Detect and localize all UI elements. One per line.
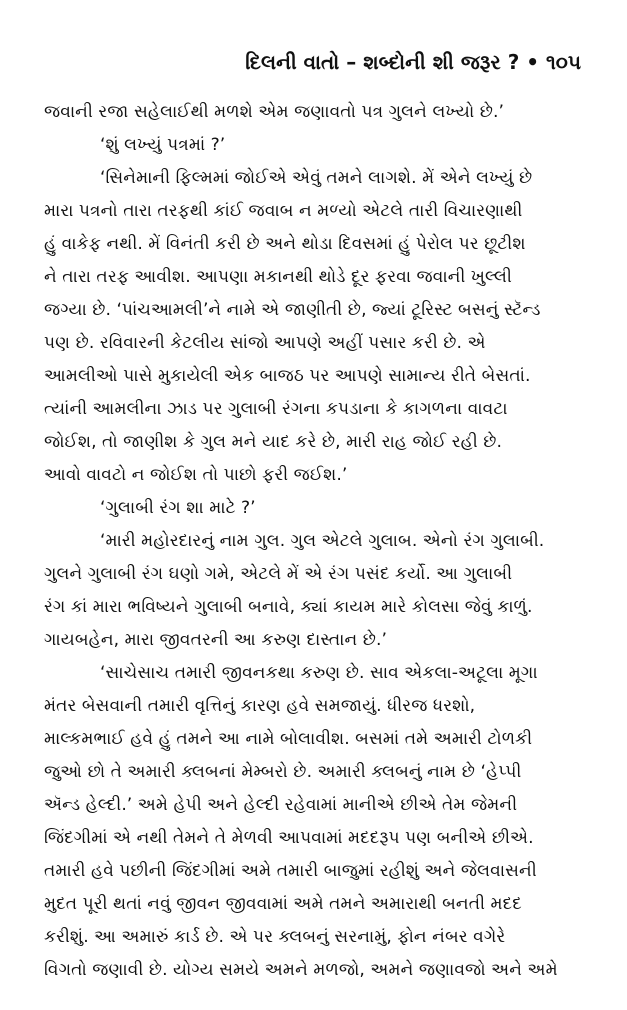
text-line: હું વાકેફ નથી. મેં વિનંતી કરી છે અને થોડા દિવસમાં હું પેરોલ પર છૂટીશ — [44, 234, 526, 254]
text-line: જોઈશ, તો જાણીશ કે ગુલ મને યાદ કરે છે, મારી રાહ જોઈ રહી છે. — [44, 432, 502, 452]
text-line: ‘સિનેમાની ફિલ્મમાં જોઈએ એવું તમને લાગશે. મેં એને લખ્યું છે — [100, 168, 533, 188]
text-line: ઍન્ડ હેલ્દી.’ અમે હેપી અને હેલ્દી રહેવામાં માનીએ છીએ તેમ જેમની — [44, 795, 518, 815]
text-line: ગુલને ગુલાબી રંગ ઘણો ગમે, એટલે મેં એ રંગ પસંદ કર્યો. આ ગુલાબી — [44, 564, 513, 584]
text-line: મારા પત્રનો તારા તરફથી કાંઈ જવાબ ન મળ્યો એટલે તારી વિચારણાથી — [44, 201, 523, 221]
text-line: ‘મારી મહોરદારનું નામ ગુલ. ગુલ એટલે ગુલાબ. એનો રંગ ગુલાબી. — [100, 531, 545, 551]
text-line: ‘શું લખ્યું પત્રમાં ?’ — [100, 135, 226, 155]
text-line: રંગ કાં મારા ભવિષ્યને ગુલાબી બનાવે, ક્યાં કાયમ મારે કોલસા જેવું કાળું. — [44, 597, 533, 617]
text-line: આવો વાવટો ન જોઈશ તો પાછો ફરી જઈશ.’ — [44, 465, 348, 485]
text-line: જવાની રજા સહેલાઈથી મળશે એમ જણાવતો પત્ર ગુલને લખ્યો છે.’ — [44, 102, 504, 122]
text-line: જુઓ છો તે અમારી ક્લબનાં મેમ્બરો છે. અમારી ક્લબનું નામ છે ‘હેપ્પી — [44, 762, 522, 782]
text-line: પણ છે. રવિવારની કેટલીય સાંજો આપણે અહીં પસાર કરી છે. એ — [44, 333, 486, 353]
text-line: મંતર બેસવાની તમારી વૃત્તિનું કારણ હવે સમજાયું. ધીરજ ધરશો, — [44, 696, 476, 716]
text-line: જિંદગીમાં એ નથી તેમને તે મેળવી આપવામાં મદદરૂપ પણ બનીએ છીએ. — [44, 828, 534, 848]
text-line: તમારી હવે પછીની જિંદગીમાં અમે તમારી બાજુમાં રહીશું અને જેલવાસની — [44, 861, 537, 881]
text-line: ને તારા તરફ આવીશ. આપણા મકાનથી થોડે દૂર ફરવા જવાની ખુલ્લી — [44, 267, 512, 287]
text-line: ‘ગુલાબી રંગ શા માટે ?’ — [100, 498, 256, 518]
text-line: કરીશું. આ અમારું કાર્ડ છે. એ પર ક્લબનું સરનામું, ફોન નંબર વગેરે — [44, 927, 506, 947]
text-line: માલ્કમભાઈ હવે હું તમને આ નામે બોલાવીશ. બસમાં તમે અમારી ટોળકી — [44, 729, 533, 749]
running-header: દિલની વાતો – શબ્દોની શી જરૂર ? • ૧૦૫ — [245, 50, 581, 74]
text-line: આમલીઓ પાસે મુકાયેલી એક બાજઠ પર આપણે સામાન્ય રીતે બેસતાં. — [44, 366, 531, 386]
text-line: વિગતો જણાવી છે. યોગ્ય સમયે અમને મળજો, અમને જણાવજો અને અમે — [44, 960, 558, 980]
body-text — [44, 96, 584, 987]
text-line: ‘સાચેસાચ તમારી જીવનકથા કરુણ છે. સાવ એકલા-અટૂલા મૂગા — [100, 663, 538, 683]
text-line: જગ્યા છે. ‘પાંચઆમલી’ને નામે એ જાણીતી છે, જ્યાં ટૂરિસ્ટ બસનું સ્ટૅન્ડ — [44, 300, 541, 320]
text-line: મુદત પૂરી થતાં નવું જીવન જીવવામાં અમે તમને અમારાથી બનતી મદદ — [44, 894, 522, 914]
text-line: ત્યાંની આમલીના ઝાડ પર ગુલાબી રંગના કપડાના કે કાગળના વાવટા — [44, 399, 508, 419]
text-line: ગાયબહેન, મારા જીવતરની આ કરુણ દાસ્તાન છે.’ — [44, 630, 387, 650]
